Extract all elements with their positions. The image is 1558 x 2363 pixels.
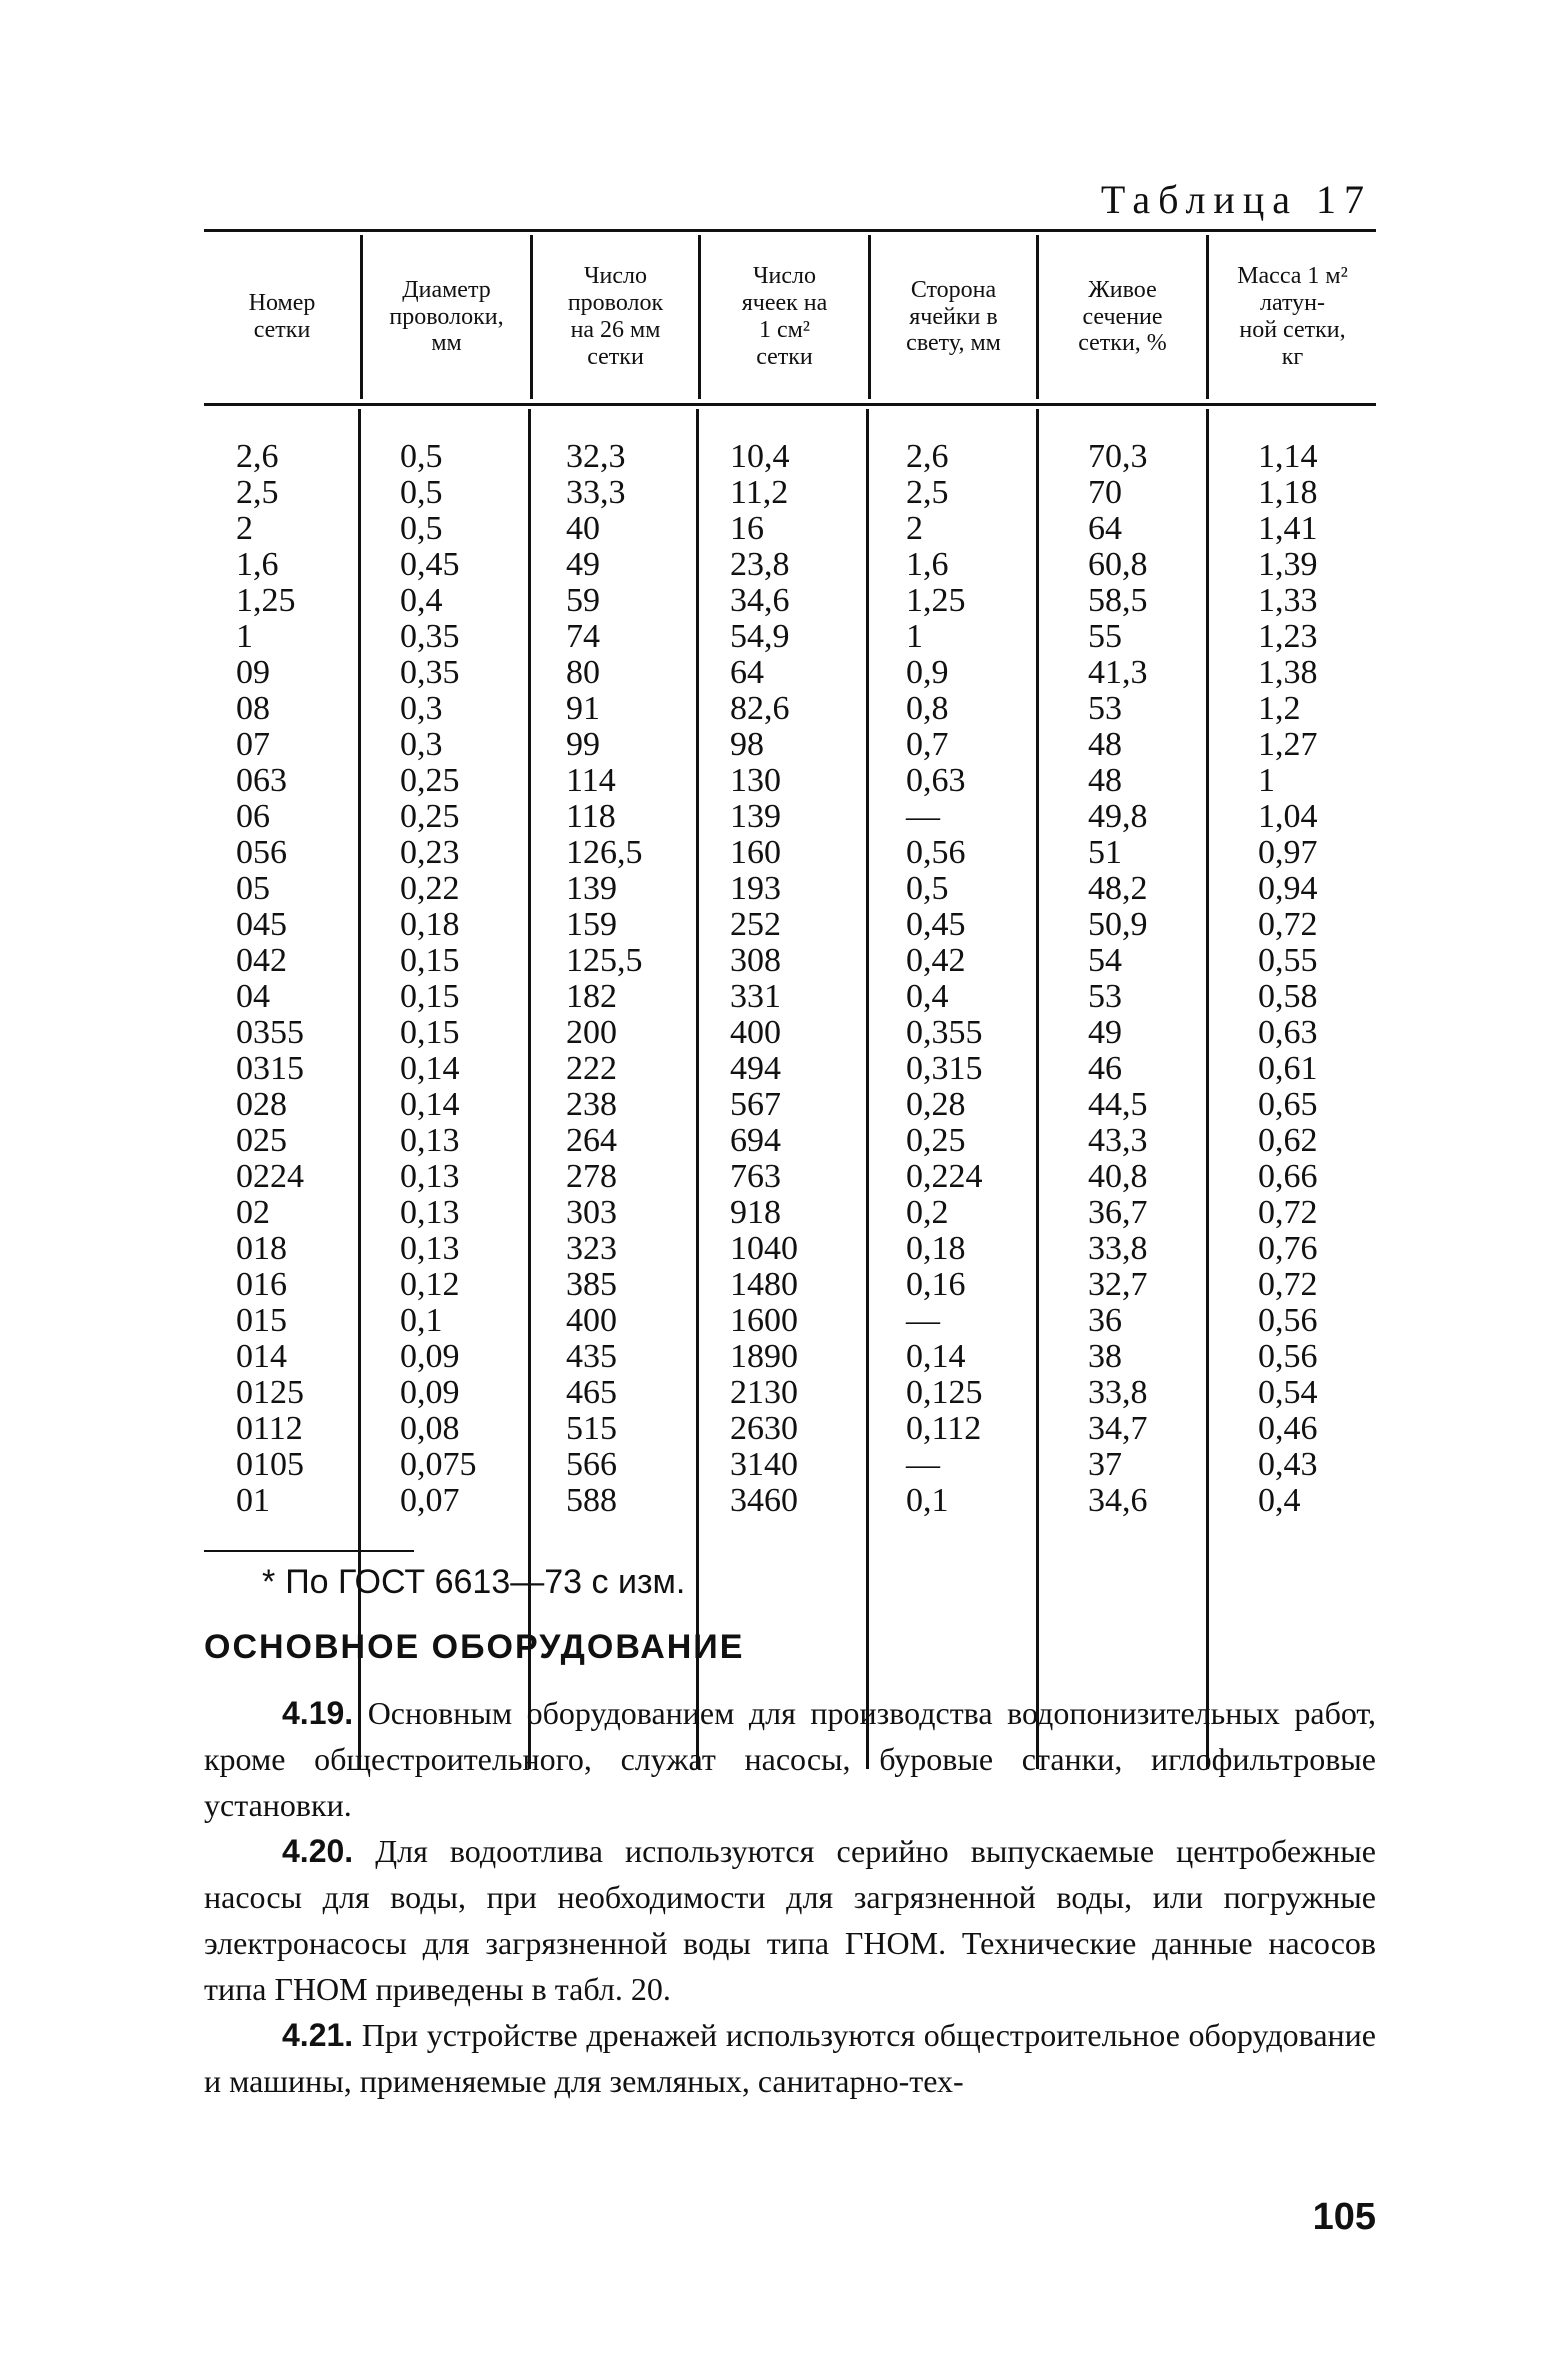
footnote-text: По ГОСТ 6613—73 с изм.: [285, 1563, 686, 1601]
table-cell: 0,315: [906, 1050, 983, 1087]
table-cell: 139: [566, 870, 617, 907]
table-cell: 515: [566, 1410, 617, 1447]
table-cell: 323: [566, 1230, 617, 1267]
table-cell: 99: [566, 726, 600, 763]
table-cell: 3140: [730, 1446, 798, 1483]
table-cell: 06: [236, 798, 270, 835]
table-cell: 0,09: [400, 1338, 460, 1375]
table-cell: 0,72: [1258, 906, 1318, 943]
table-cell: 1480: [730, 1266, 798, 1303]
table-cell: 0,12: [400, 1266, 460, 1303]
table-cell: 3460: [730, 1482, 798, 1519]
table-cell: 49,8: [1088, 798, 1148, 835]
table-cell: 264: [566, 1122, 617, 1159]
table-cell: 48: [1088, 762, 1122, 799]
table-cell: 1,23: [1258, 618, 1318, 655]
table-cell: 46: [1088, 1050, 1122, 1087]
table-cell: 0,65: [1258, 1086, 1318, 1123]
table-cell: 53: [1088, 690, 1122, 727]
table-cell: 0,76: [1258, 1230, 1318, 1267]
table-cell: 36: [1088, 1302, 1122, 1339]
table-cell: 0,56: [906, 834, 966, 871]
table-cell: 0,5: [400, 438, 443, 475]
table-cell: 0112: [236, 1410, 303, 1447]
table-cell: —: [906, 798, 940, 835]
table-cell: 0,2: [906, 1194, 949, 1231]
table-cell: 566: [566, 1446, 617, 1483]
table-cell: 0,62: [1258, 1122, 1318, 1159]
table-cell: 465: [566, 1374, 617, 1411]
table-cell: 0224: [236, 1158, 304, 1195]
table-cell: 07: [236, 726, 270, 763]
table-cell: 0,8: [906, 690, 949, 727]
table-cell: 056: [236, 834, 287, 871]
table-cell: 331: [730, 978, 781, 1015]
table-cell: 025: [236, 1122, 287, 1159]
table-cell: 130: [730, 762, 781, 799]
table-cell: 0,14: [906, 1338, 966, 1375]
table-cell: 48,2: [1088, 870, 1148, 907]
table-cell: 48: [1088, 726, 1122, 763]
table-cell: 0,61: [1258, 1050, 1318, 1087]
table-cell: 0,25: [906, 1122, 966, 1159]
footnote-rule: [204, 1550, 414, 1552]
table-cell: 80: [566, 654, 600, 691]
table-cell: 0,43: [1258, 1446, 1318, 1483]
table-cell: —: [906, 1302, 940, 1339]
table-cell: 1,38: [1258, 654, 1318, 691]
table-cell: 0,45: [906, 906, 966, 943]
table-cell: 238: [566, 1086, 617, 1123]
table-cell: 0,112: [906, 1410, 982, 1447]
table-cell: 918: [730, 1194, 781, 1231]
table-cell: 2,6: [236, 438, 279, 475]
table-cell: 38: [1088, 1338, 1122, 1375]
table-cell: 1,18: [1258, 474, 1318, 511]
table-cell: 1: [906, 618, 923, 655]
table-cell: 0,18: [906, 1230, 966, 1267]
table-cell: 91: [566, 690, 600, 727]
table-cell: 1890: [730, 1338, 798, 1375]
table-cell: 118: [566, 798, 616, 835]
paragraph-text: Для водоотлива используются серийно выпускаемые центробежные насосы для воды, при необходимости для загрязненной воды, или погружные электронасосы для загрязненной воды типа ГНОМ. Технические данные насосов типа ГНОМ приведены в табл. 20.: [204, 1833, 1377, 2007]
table-cell: 32,3: [566, 438, 626, 475]
table-cell: 0,35: [400, 618, 460, 655]
header-cell-side: Сторона ячейки в свету, мм: [906, 276, 1001, 357]
column-mass: [1258, 439, 1318, 1519]
table-cell: 0,97: [1258, 834, 1318, 871]
header-cell-count: Число ячеек на 1 см² сетки: [741, 263, 828, 370]
table-cell: —: [906, 1446, 940, 1483]
table-cell: 51: [1088, 834, 1122, 871]
header-open-area: Живое сечение сетки, %: [1078, 276, 1167, 357]
table-cell: 05: [236, 870, 270, 907]
paragraph-text: При устройстве дренажей используются общестроительное оборудование и машины, применяемые для земляных, санитарно-тех-: [204, 2017, 1376, 2099]
paragraph-4-20: [204, 1828, 1376, 2012]
table-cell: 53: [1088, 978, 1122, 1015]
table-cell: 54,9: [730, 618, 790, 655]
table-cell: 44,5: [1088, 1086, 1148, 1123]
header-mesh-number: Номер сетки: [248, 290, 316, 343]
table-cell: 042: [236, 942, 287, 979]
table-cell: 58,5: [1088, 582, 1148, 619]
table-cell: 385: [566, 1266, 617, 1303]
table-cell: 015: [236, 1302, 287, 1339]
table-cell: 34,6: [730, 582, 790, 619]
table-cell: 0,72: [1258, 1194, 1318, 1231]
column-cell-side: [906, 439, 983, 1519]
table-cell: 0,56: [1258, 1338, 1318, 1375]
paragraph-text: Основным оборудованием для производства водопонизительных работ, кроме общестроительного, служат насосы, буровые станки, иглофильтровые установки.: [204, 1695, 1376, 1823]
table-cell: 60,8: [1088, 546, 1148, 583]
table-cell: 0,55: [1258, 942, 1318, 979]
table-cell: 0,45: [400, 546, 460, 583]
table-cell: 0,54: [1258, 1374, 1318, 1411]
table-cell: 0,4: [1258, 1482, 1301, 1519]
table-cell: 0,13: [400, 1230, 460, 1267]
table-cell: 0,5: [400, 474, 443, 511]
table-cell: 40,8: [1088, 1158, 1148, 1195]
table-cell: 0,56: [1258, 1302, 1318, 1339]
table-cell: 33,3: [566, 474, 626, 511]
paragraph-number: 4.19.: [282, 1695, 354, 1731]
table-cell: 0,224: [906, 1158, 983, 1195]
table-cell: 0125: [236, 1374, 304, 1411]
table-cell: 0,07: [400, 1482, 460, 1519]
header-wire-diameter: Диаметр проволоки, мм: [389, 276, 504, 357]
table-cell: 2,5: [236, 474, 279, 511]
table-cell: 0,94: [1258, 870, 1318, 907]
page-number: 105: [1312, 2196, 1376, 2238]
table-cell: 2130: [730, 1374, 798, 1411]
section-title: ОСНОВНОЕ ОБОРУДОВАНИЕ: [204, 1628, 745, 1666]
table-cell: 0,66: [1258, 1158, 1318, 1195]
table-cell: 33,8: [1088, 1374, 1148, 1411]
table-cell: 2,5: [906, 474, 949, 511]
table-cell: 400: [566, 1302, 617, 1339]
table-cell: 0,58: [1258, 978, 1318, 1015]
column-wire-count: [566, 439, 643, 1519]
table-cell: 045: [236, 906, 287, 943]
table-cell: 1,14: [1258, 438, 1318, 475]
table-header-rule: [204, 403, 1376, 406]
table-cell: 567: [730, 1086, 781, 1123]
table-cell: 08: [236, 690, 270, 727]
table-cell: 0,5: [906, 870, 949, 907]
table-cell: 763: [730, 1158, 781, 1195]
table-cell: 125,5: [566, 942, 643, 979]
table-cell: 0,18: [400, 906, 460, 943]
table-cell: 063: [236, 762, 287, 799]
table-cell: 159: [566, 906, 617, 943]
table-cell: 34,6: [1088, 1482, 1148, 1519]
table-cell: 0105: [236, 1446, 304, 1483]
table-cell: 0,4: [400, 582, 443, 619]
table-cell: 55: [1088, 618, 1122, 655]
column-cell-count: [730, 439, 798, 1519]
table-cell: 0,125: [906, 1374, 983, 1411]
table-cell: 222: [566, 1050, 617, 1087]
table-cell: 0,15: [400, 978, 460, 1015]
table-cell: 1,33: [1258, 582, 1318, 619]
table-cell: 09: [236, 654, 270, 691]
table-top-rule: [204, 229, 1376, 232]
table-cell: 1,41: [1258, 510, 1318, 547]
table-cell: 1,27: [1258, 726, 1318, 763]
column-wire-diameter: [400, 439, 477, 1519]
table-cell: 0315: [236, 1050, 304, 1087]
table-cell: 1600: [730, 1302, 798, 1339]
table-cell: 114: [566, 762, 616, 799]
table-cell: 1,6: [236, 546, 279, 583]
table-cell: 0,3: [400, 690, 443, 727]
table-cell: 0,14: [400, 1050, 460, 1087]
footnote: [262, 1563, 685, 1602]
table-cell: 1040: [730, 1230, 798, 1267]
table-cell: 49: [1088, 1014, 1122, 1051]
table-cell: 0,075: [400, 1446, 477, 1483]
table-cell: 028: [236, 1086, 287, 1123]
table-cell: 0,25: [400, 762, 460, 799]
table-cell: 10,4: [730, 438, 790, 475]
table-cell: 74: [566, 618, 600, 655]
table-cell: 1,25: [236, 582, 296, 619]
table-cell: 2630: [730, 1410, 798, 1447]
table-cell: 70: [1088, 474, 1122, 511]
table-cell: 2: [906, 510, 923, 547]
table-cell: 64: [730, 654, 764, 691]
table-cell: 0,16: [906, 1266, 966, 1303]
table-cell: 0,9: [906, 654, 949, 691]
table-cell: 126,5: [566, 834, 643, 871]
table-cell: 1,04: [1258, 798, 1318, 835]
table-cell: 588: [566, 1482, 617, 1519]
table-cell: 01: [236, 1482, 270, 1519]
header-mass: Масса 1 м² латун- ной сетки, кг: [1237, 263, 1348, 370]
table-cell: 0,15: [400, 1014, 460, 1051]
table-caption: Таблица 17: [1100, 177, 1372, 222]
table-cell: 0,4: [906, 978, 949, 1015]
table-cell: 0,1: [400, 1302, 443, 1339]
table-cell: 36,7: [1088, 1194, 1148, 1231]
table-cell: 54: [1088, 942, 1122, 979]
table-cell: 43,3: [1088, 1122, 1148, 1159]
table-cell: 0,23: [400, 834, 460, 871]
table-cell: 0,72: [1258, 1266, 1318, 1303]
table-cell: 1,2: [1258, 690, 1301, 727]
table-cell: 59: [566, 582, 600, 619]
table-cell: 0,63: [906, 762, 966, 799]
table-cell: 98: [730, 726, 764, 763]
table-cell: 64: [1088, 510, 1122, 547]
table-cell: 200: [566, 1014, 617, 1051]
column-open-area: [1088, 439, 1148, 1519]
table-cell: 0,28: [906, 1086, 966, 1123]
table-cell: 70,3: [1088, 438, 1148, 475]
paragraph-4-19: [204, 1690, 1376, 1828]
table-cell: 0,42: [906, 942, 966, 979]
table-cell: 1,6: [906, 546, 949, 583]
table-cell: 41,3: [1088, 654, 1148, 691]
table-cell: 40: [566, 510, 600, 547]
table-cell: 160: [730, 834, 781, 871]
table-cell: 1: [1258, 762, 1275, 799]
table-cell: 0,3: [400, 726, 443, 763]
table-cell: 014: [236, 1338, 287, 1375]
table-cell: 494: [730, 1050, 781, 1087]
paragraph-4-21: [204, 2012, 1376, 2104]
table-cell: 1,25: [906, 582, 966, 619]
column-mesh-number: [236, 439, 304, 1519]
table-cell: 02: [236, 1194, 270, 1231]
table-cell: 435: [566, 1338, 617, 1375]
table-cell: 0,63: [1258, 1014, 1318, 1051]
table-cell: 252: [730, 906, 781, 943]
table-cell: 0,13: [400, 1194, 460, 1231]
table-cell: 0,5: [400, 510, 443, 547]
table-cell: 0,355: [906, 1014, 983, 1051]
table-cell: 32,7: [1088, 1266, 1148, 1303]
table-cell: 0,7: [906, 726, 949, 763]
table-cell: 04: [236, 978, 270, 1015]
table-cell: 0,08: [400, 1410, 460, 1447]
table-cell: 0,13: [400, 1158, 460, 1195]
table-cell: 33,8: [1088, 1230, 1148, 1267]
table-cell: 018: [236, 1230, 287, 1267]
table-cell: 308: [730, 942, 781, 979]
table-cell: 82,6: [730, 690, 790, 727]
table-cell: 23,8: [730, 546, 790, 583]
table-cell: 182: [566, 978, 617, 1015]
table-cell: 016: [236, 1266, 287, 1303]
table-cell: 0,15: [400, 942, 460, 979]
table-cell: 0,35: [400, 654, 460, 691]
table-cell: 0355: [236, 1014, 304, 1051]
table-cell: 50,9: [1088, 906, 1148, 943]
header-wire-count: Число проволок на 26 мм сетки: [567, 263, 664, 370]
table-cell: 400: [730, 1014, 781, 1051]
table-cell: 16: [730, 510, 764, 547]
table-cell: 2: [236, 510, 253, 547]
table-cell: 2,6: [906, 438, 949, 475]
table-cell: 0,14: [400, 1086, 460, 1123]
table-cell: 0,09: [400, 1374, 460, 1411]
table-cell: 193: [730, 870, 781, 907]
table-cell: 139: [730, 798, 781, 835]
footnote-mark: *: [262, 1563, 276, 1601]
table-cell: 37: [1088, 1446, 1122, 1483]
table-cell: 278: [566, 1158, 617, 1195]
table-cell: 0,25: [400, 798, 460, 835]
table-cell: 0,13: [400, 1122, 460, 1159]
paragraph-number: 4.21.: [282, 2017, 354, 2053]
table-cell: 1,39: [1258, 546, 1318, 583]
table-cell: 11,2: [730, 474, 789, 511]
table-cell: 34,7: [1088, 1410, 1148, 1447]
table-cell: 303: [566, 1194, 617, 1231]
paragraph-number: 4.20.: [282, 1833, 354, 1869]
table-cell: 0,46: [1258, 1410, 1318, 1447]
table-cell: 0,22: [400, 870, 460, 907]
table-cell: 49: [566, 546, 600, 583]
table-cell: 694: [730, 1122, 781, 1159]
table-cell: 0,1: [906, 1482, 949, 1519]
table-cell: 1: [236, 618, 253, 655]
